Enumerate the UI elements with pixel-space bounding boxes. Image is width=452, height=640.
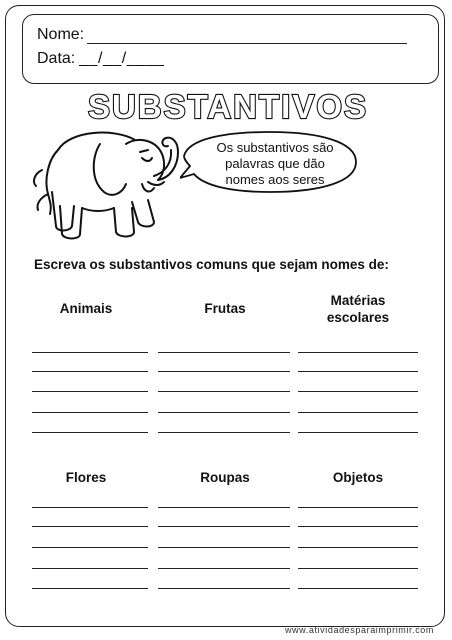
date-label: Data: <box>37 50 76 67</box>
answer-line[interactable] <box>158 526 290 527</box>
speech-line-3: nomes aos seres <box>225 172 325 187</box>
date-row <box>37 50 164 68</box>
answer-line[interactable] <box>158 371 290 372</box>
answer-line[interactable] <box>32 588 148 589</box>
category-frutas <box>155 300 295 317</box>
answer-line[interactable] <box>32 526 148 527</box>
answer-line[interactable] <box>298 352 418 353</box>
category-objetos <box>288 469 428 486</box>
answer-line[interactable] <box>32 352 148 353</box>
answer-line[interactable] <box>298 526 418 527</box>
speech-bubble-text <box>200 140 350 188</box>
instruction-text: Escreva os substantivos comuns que sejam nomes de: <box>34 257 389 272</box>
category-roupas <box>155 469 295 486</box>
answer-line[interactable] <box>32 568 148 569</box>
speech-line-2: palavras que dão <box>225 156 325 171</box>
answer-line[interactable] <box>158 568 290 569</box>
answer-line[interactable] <box>158 507 290 508</box>
category-materias-escolares <box>288 292 428 326</box>
footer-url: www.atividadesparaimprimir.com <box>284 625 434 635</box>
answer-line[interactable] <box>298 568 418 569</box>
title-wordart <box>68 86 388 126</box>
name-row <box>37 26 407 44</box>
category-label: Flores <box>65 470 107 485</box>
answer-line[interactable] <box>32 547 148 548</box>
date-field[interactable]: __/__/____ <box>79 50 165 67</box>
answer-line[interactable] <box>298 371 418 372</box>
answer-line[interactable] <box>298 507 418 508</box>
elephant-icon <box>30 122 190 247</box>
name-field[interactable] <box>87 28 407 44</box>
answer-line[interactable] <box>32 371 148 372</box>
category-label: Frutas <box>204 301 246 316</box>
answer-line[interactable] <box>158 547 290 548</box>
answer-line[interactable] <box>158 412 290 413</box>
answer-line[interactable] <box>32 412 148 413</box>
category-animais <box>16 300 156 317</box>
category-label: Animais <box>59 301 113 316</box>
answer-line[interactable] <box>158 391 290 392</box>
answer-line[interactable] <box>158 432 290 433</box>
speech-line-1: Os substantivos são <box>216 140 334 155</box>
answer-line[interactable] <box>158 588 290 589</box>
category-label: Objetos <box>332 470 384 485</box>
answer-line[interactable] <box>32 432 148 433</box>
category-flores <box>16 469 156 486</box>
answer-line[interactable] <box>298 412 418 413</box>
answer-line[interactable] <box>298 391 418 392</box>
category-label: Roupas <box>200 470 250 485</box>
answer-line[interactable] <box>298 432 418 433</box>
category-label: Matérias <box>330 293 386 308</box>
category-label-2: escolares <box>326 310 390 325</box>
header-box <box>22 14 439 84</box>
answer-line[interactable] <box>32 391 148 392</box>
answer-line[interactable] <box>32 507 148 508</box>
title-text: SUBSTANTIVOS <box>87 88 369 125</box>
name-label: Nome: <box>37 26 85 43</box>
answer-line[interactable] <box>298 547 418 548</box>
answer-line[interactable] <box>158 352 290 353</box>
answer-line[interactable] <box>298 588 418 589</box>
